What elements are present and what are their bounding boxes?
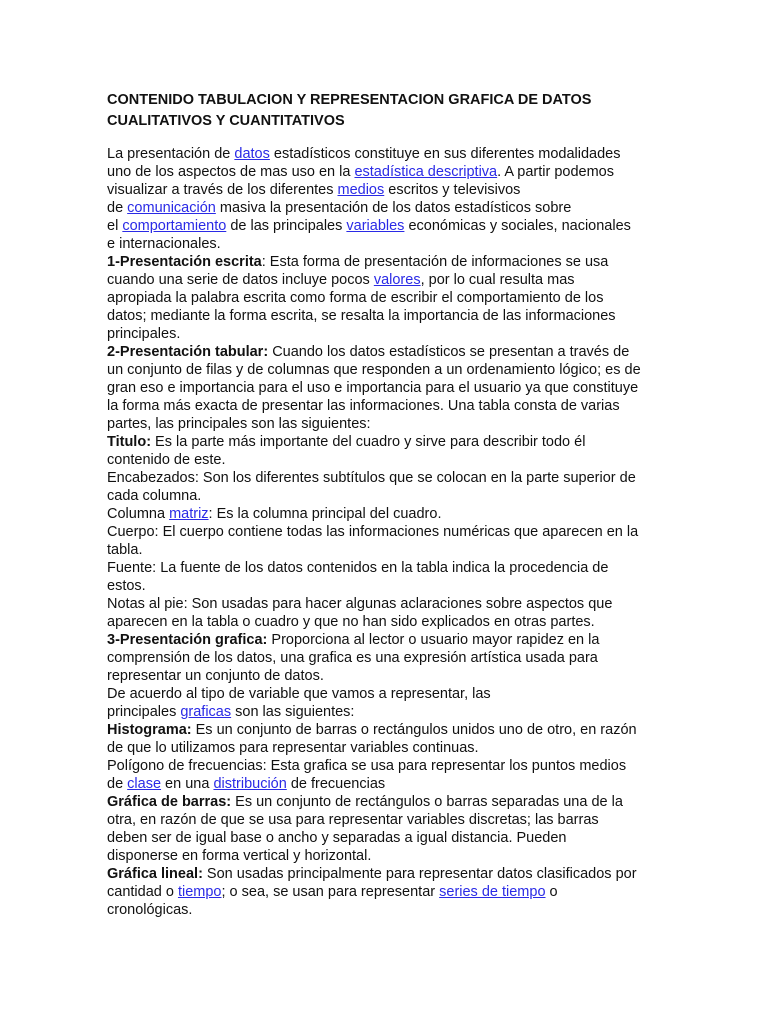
text-line: disponerse en forma vertical y horizontal. (107, 848, 372, 864)
text-line: principales. (107, 326, 181, 342)
text-line: Fuente: La fuente de los datos contenidos en la tabla indica la procedencia de (107, 560, 609, 576)
text: de las principales (226, 218, 347, 234)
term-grafica-lineal: Gráfica lineal: (107, 866, 203, 882)
text-line: cronológicas. (107, 902, 193, 918)
text: Es un conjunto de barras o rectángulos unidos uno de otro, en razón (191, 722, 637, 738)
text-line (107, 775, 667, 793)
link-medios[interactable]: medios (337, 182, 385, 198)
text: Son usadas principalmente para representar datos clasificados por (202, 866, 637, 882)
text-line: estos. (107, 578, 146, 594)
text: el (107, 218, 123, 234)
text: , por lo cual resulta mas (420, 272, 575, 288)
text-line (107, 883, 667, 901)
text-line: de que lo utilizamos para representar variables continuas. (107, 740, 479, 756)
text: cantidad o (107, 884, 178, 900)
link-comunicacion[interactable]: comunicación (127, 200, 216, 216)
text-line: contenido de este. (107, 452, 226, 468)
link-tiempo[interactable]: tiempo (177, 884, 222, 900)
text-line: deben ser de igual base o ancho y separadas a igual distancia. Pueden (107, 830, 567, 846)
link-estadistica-descriptiva[interactable]: estadística descriptiva (354, 164, 498, 180)
text: visualizar a través de los diferentes (107, 182, 338, 198)
text: masiva la presentación de los datos estadísticos sobre (215, 200, 572, 216)
text: de (107, 776, 128, 792)
text: escritos y televisivos (384, 182, 521, 198)
section-heading-grafica: 3-Presentación grafica: (107, 632, 268, 648)
text-line: representar un conjunto de datos. (107, 668, 324, 684)
text: Proporciona al lector o usuario mayor rapidez en la (267, 632, 600, 648)
link-comportamiento[interactable]: comportamiento (122, 218, 227, 234)
term-histograma: Histograma: (107, 722, 192, 738)
text-line: Cuerpo: El cuerpo contiene todas las informaciones numéricas que aparecen en la (107, 524, 639, 540)
term-grafica-de-barras: Gráfica de barras: (107, 794, 232, 810)
text: Es la parte más importante del cuadro y sirve para describir todo él (151, 434, 586, 450)
text: uno de los aspectos de mas uso en la (107, 164, 355, 180)
text: Cuando los datos estadísticos se presentan a través de (268, 344, 630, 360)
title-line: CUALITATIVOS Y CUANTITATIVOS (107, 113, 345, 129)
text-line (107, 703, 667, 721)
text-line: otra, en razón de que se usa para representar variables discretas; las barras (107, 812, 599, 828)
term-titulo: Titulo: (107, 434, 152, 450)
text: Es un conjunto de rectángulos o barras separadas una de la (231, 794, 623, 810)
text: La presentación de (107, 146, 235, 162)
text: : Esta forma de presentación de informaciones se usa (261, 254, 609, 270)
text-line (107, 793, 667, 811)
text: de (107, 200, 128, 216)
text: Columna (107, 506, 170, 522)
text: ; o sea, se usan para representar (221, 884, 440, 900)
text: en una (161, 776, 214, 792)
text: económicas y sociales, nacionales (404, 218, 631, 234)
text-line: Encabezados: Son los diferentes subtítulos que se colocan en la parte superior de (107, 470, 636, 486)
section-heading-escrita: 1-Presentación escrita (107, 254, 262, 270)
text-line: la forma más exacta de presentar las informaciones. Una tabla consta de varias (107, 398, 620, 414)
link-graficas[interactable]: graficas (180, 704, 232, 720)
text-line: tabla. (107, 542, 143, 558)
text-line (107, 181, 667, 199)
text-line: e internacionales. (107, 236, 221, 252)
text-line: un conjunto de filas y de columnas que responden a un ordenamiento lógico; es de (107, 362, 641, 378)
text-line (107, 343, 667, 361)
text-line (107, 505, 667, 523)
text-line: aparecen en la tabla o cuadro y que no han sido explicados en otras partes. (107, 614, 595, 630)
text-line (107, 271, 667, 289)
text-line (107, 721, 667, 739)
text-line: cada columna. (107, 488, 202, 504)
text-line (107, 145, 667, 163)
text-line (107, 199, 667, 217)
text-line (107, 631, 667, 649)
text-line: Polígono de frecuencias: Esta grafica se usa para representar los puntos medios (107, 758, 627, 774)
text-line (107, 163, 667, 181)
link-matriz[interactable]: matriz (169, 506, 209, 522)
text: : Es la columna principal del cuadro. (208, 506, 442, 522)
text: cuando una serie de datos incluye pocos (107, 272, 374, 288)
text-line: De acuerdo al tipo de variable que vamos a representar, las (107, 686, 491, 702)
text-line (107, 865, 667, 883)
link-series-de-tiempo[interactable]: series de tiempo (439, 884, 546, 900)
text-line: comprensión de los datos, una grafica es una expresión artística usada para (107, 650, 598, 666)
text: de frecuencias (286, 776, 386, 792)
link-valores[interactable]: valores (373, 272, 421, 288)
text-line: Notas al pie: Son usadas para hacer algunas aclaraciones sobre aspectos que (107, 596, 613, 612)
link-datos[interactable]: datos (234, 146, 270, 162)
text: o (545, 884, 558, 900)
document-title (107, 90, 667, 132)
text-line: gran eso e importancia para el uso e importancia para el usuario ya que constituye (107, 380, 639, 396)
link-variables[interactable]: variables (346, 218, 405, 234)
text: principales (107, 704, 181, 720)
text: estadísticos constituye en sus diferentes modalidades (269, 146, 621, 162)
text-line (107, 217, 667, 235)
text-line: apropiada la palabra escrita como forma de escribir el comportamiento de los (107, 290, 604, 306)
text-line: partes, las principales son las siguientes: (107, 416, 371, 432)
document-body (107, 145, 667, 919)
title-line: CONTENIDO TABULACION Y REPRESENTACION GRAFICA DE DATOS (107, 92, 592, 108)
section-heading-tabular: 2-Presentación tabular: (107, 344, 269, 360)
text-line (107, 433, 667, 451)
text: son las siguientes: (231, 704, 355, 720)
text: . A partir podemos (497, 164, 614, 180)
link-distribucion[interactable]: distribución (213, 776, 287, 792)
link-clase[interactable]: clase (127, 776, 162, 792)
text-line (107, 253, 667, 271)
text-line: datos; mediante la forma escrita, se resalta la importancia de las informaciones (107, 308, 616, 324)
